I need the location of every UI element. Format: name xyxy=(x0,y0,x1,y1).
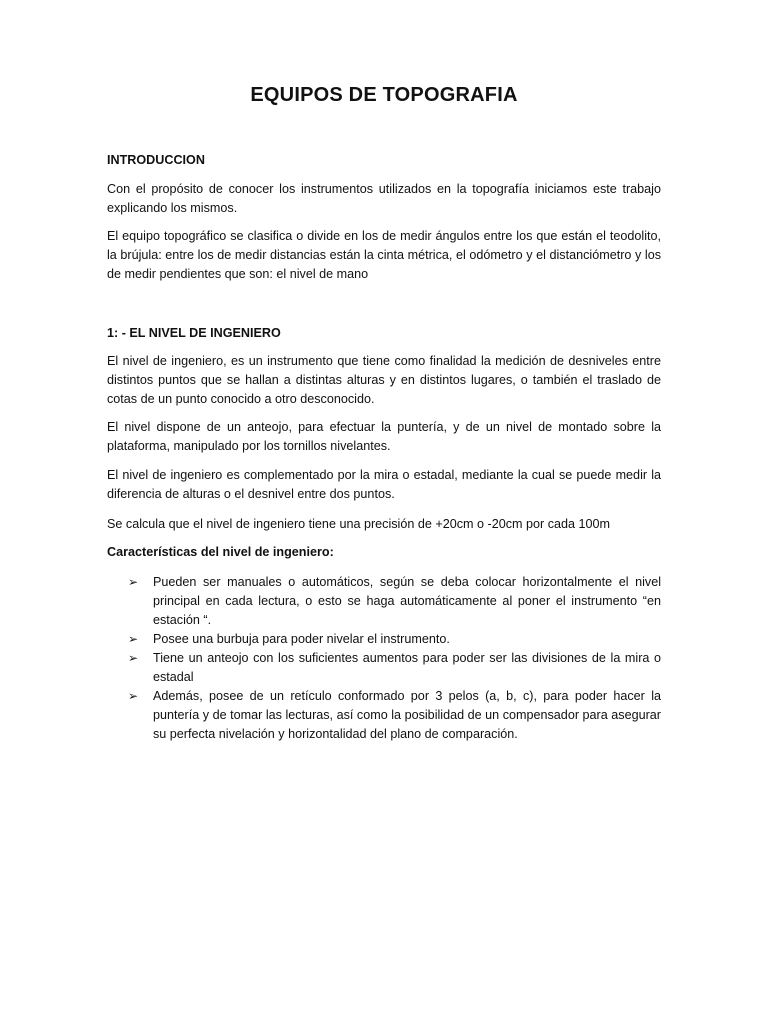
intro-paragraph-2-block xyxy=(107,227,661,284)
section-heading: 1: - EL NIVEL DE INGENIERO xyxy=(107,326,281,340)
body-paragraph: Se calcula que el nivel de ingeniero tiene una precisión de +20cm o -20cm por cada 100m xyxy=(107,517,611,531)
intro-paragraph: Con el propósito de conocer los instrumentos utilizados en la topografía iniciamos este trabajo explicando los mismos. xyxy=(107,182,661,215)
characteristics-list-block xyxy=(107,573,661,744)
intro-paragraph-1-block xyxy=(107,180,661,218)
section1-paragraph-1-block xyxy=(107,352,661,409)
list-item-text: Además, posee de un retículo conformado por 3 pelos (a, b, c), para poder hacer la puntería y de tomar las lecturas, así como la posibilidad de un compensador para asegurar su perfecta nivelación y horizontalidad del plano de comparación. xyxy=(153,689,661,741)
document-title: EQUIPOS DE TOPOGRAFIA xyxy=(250,84,518,106)
intro-heading: INTRODUCCION xyxy=(107,153,205,167)
arrowhead-bullet-icon: ➢ xyxy=(128,632,139,646)
list-item xyxy=(107,573,661,630)
list-item-text: Tiene un anteojo con los suficientes aumentos para poder ser las divisiones de la mira o estadal xyxy=(153,651,661,684)
section1-paragraph-3-block xyxy=(107,466,661,504)
section1-paragraph-4-block xyxy=(107,515,661,534)
list-item-text: Pueden ser manuales o automáticos, según se deba colocar horizontalmente el nivel principal en cada lectura, o esto se haga automáticamente al poner el instrumento “en estación “. xyxy=(153,575,661,627)
arrowhead-bullet-icon: ➢ xyxy=(128,689,139,703)
characteristics-heading: Características del nivel de ingeniero: xyxy=(107,545,334,559)
characteristics-heading-block xyxy=(107,543,661,561)
section1-paragraph-2-block xyxy=(107,418,661,456)
characteristics-list xyxy=(107,573,661,744)
body-paragraph: El nivel de ingeniero, es un instrumento que tiene como finalidad la medición de desniveles entre distintos puntos que se hallan a distintas alturas y en distintos lugares, o también el traslado de cotas de un punto conocido a otro desconocido. xyxy=(107,354,661,406)
list-item xyxy=(107,630,661,649)
arrowhead-bullet-icon: ➢ xyxy=(128,575,139,589)
list-item xyxy=(107,687,661,744)
list-item xyxy=(107,649,661,687)
arrowhead-bullet-icon: ➢ xyxy=(128,651,139,665)
section1-heading-block xyxy=(107,324,661,342)
body-paragraph: El nivel dispone de un anteojo, para efectuar la puntería, y de un nivel de montado sobre la plataforma, manipulado por los tornillos nivelantes. xyxy=(107,420,661,453)
introduction-section xyxy=(107,151,661,169)
list-item-text: Posee una burbuja para poder nivelar el instrumento. xyxy=(153,632,450,646)
body-paragraph: El nivel de ingeniero es complementado por la mira o estadal, mediante la cual se puede medir la diferencia de alturas o el desnivel entre dos puntos. xyxy=(107,468,661,501)
intro-paragraph: El equipo topográfico se clasifica o divide en los de medir ángulos entre los que están el teodolito, la brújula: entre los de medir distancias están la cinta métrica, el odómetro y el distanciómetro y los de medir pendientes que son: el nivel de mano xyxy=(107,229,661,281)
